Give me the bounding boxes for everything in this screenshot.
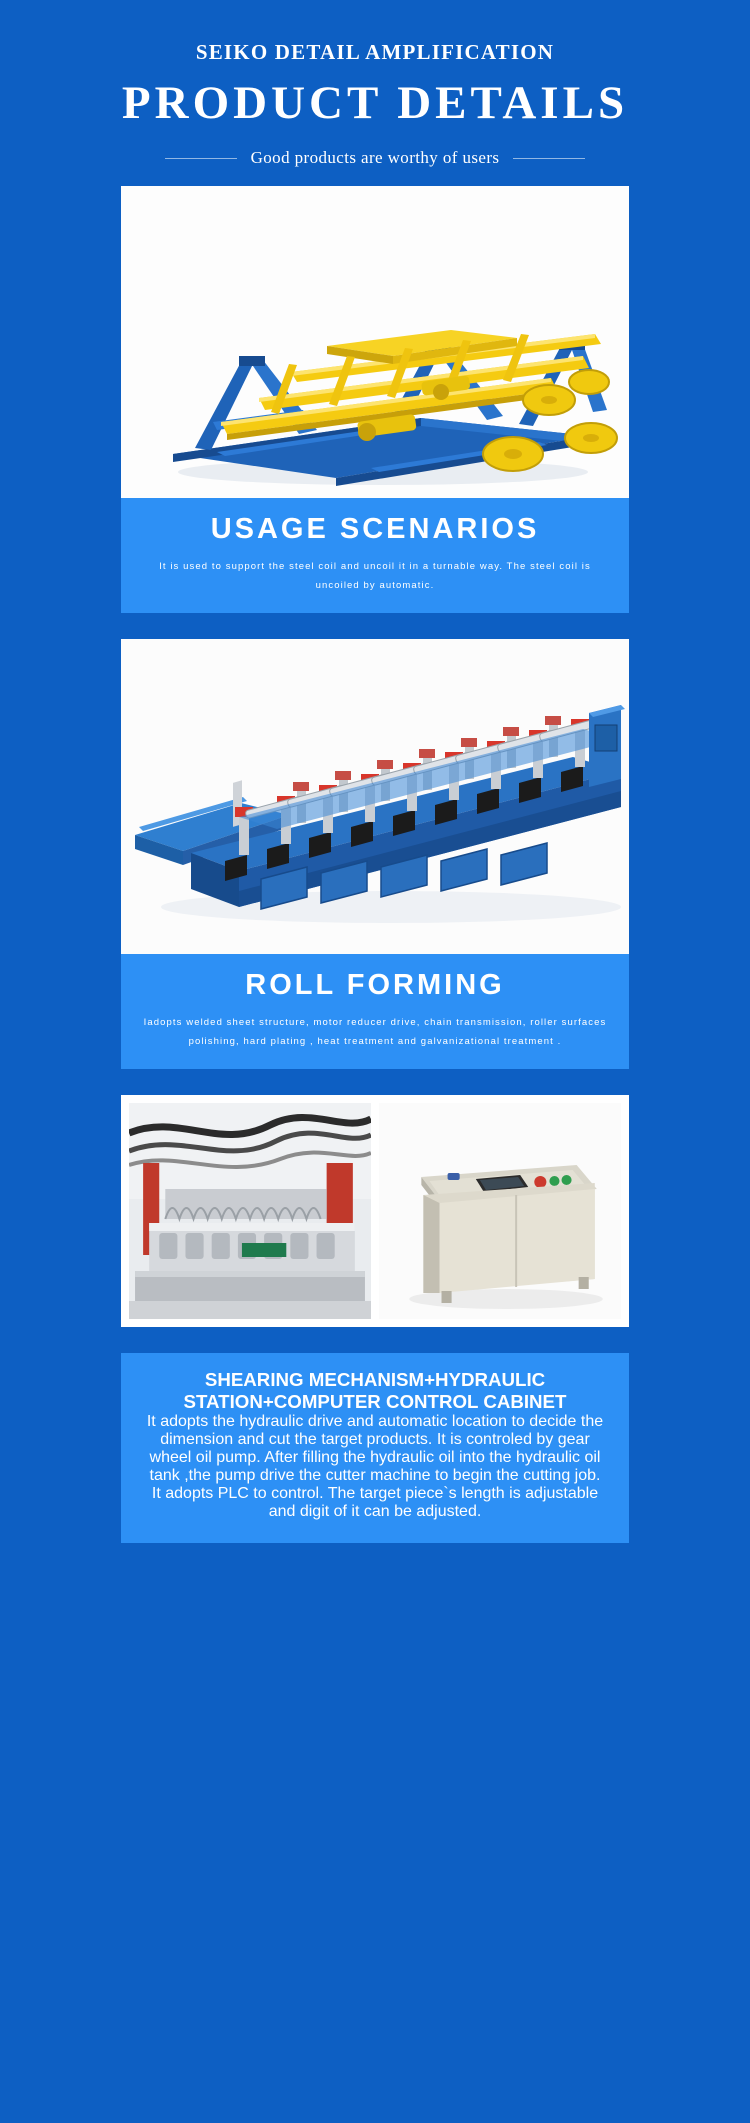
page-header	[0, 0, 750, 186]
section-card-usage-scenarios	[121, 186, 629, 613]
decoiler-illustration	[121, 186, 629, 498]
roll-forming-photo	[121, 639, 629, 954]
usage-scenarios-caption	[121, 498, 629, 613]
header-subtitle: Good products are worthy of users	[250, 148, 500, 168]
shearing-mechanism-illustration	[129, 1103, 371, 1319]
decoiler-photo	[121, 186, 629, 498]
divider-left	[165, 158, 237, 159]
roll-forming-heading: ROLL FORMING	[245, 969, 505, 1002]
shearing-body: It adopts the hydraulic drive and automatic location to decide the dimension and cut the target products. It is controled by gear wheel oil pump. After filling the hydraulic oil into the hydraulic oil tank ,the pump drive the cutter machine to begin the cutting job. It adopts PLC to control. The target piece`s length is adjustable and digit of it can be adjusted.	[146, 1412, 604, 1520]
header-subtitle-group	[165, 148, 585, 168]
usage-scenarios-body: It is used to support the steel coil and uncoil it in a turnable way. The steel coil is uncoiled by automatic.	[159, 561, 591, 592]
page-title: PRODUCT DETAILS	[121, 77, 629, 129]
roll-forming-illustration	[121, 639, 629, 954]
shearing-mechanism-photo	[129, 1103, 371, 1319]
header-kicker: SEIKO DETAIL AMPLIFICATION	[195, 40, 555, 64]
control-cabinet-illustration	[379, 1103, 621, 1319]
roll-forming-body: Iadopts welded sheet structure, motor reducer drive, chain transmission, roller surfaces polishing, hard plating , heat treatment and galvanizational treatment .	[143, 1016, 607, 1047]
section-card-roll-forming	[121, 639, 629, 1069]
divider-right	[513, 158, 585, 159]
shearing-heading: SHEARING MECHANISM+HYDRAULIC STATION+COMPUTER CONTROL CABINET	[183, 1368, 567, 1412]
shearing-caption	[121, 1353, 629, 1543]
section-card-shearing	[121, 1095, 629, 1327]
control-cabinet-photo	[379, 1103, 621, 1319]
usage-scenarios-heading: USAGE SCENARIOS	[210, 513, 540, 546]
shearing-photo-row	[121, 1095, 629, 1327]
roll-forming-caption	[121, 954, 629, 1069]
